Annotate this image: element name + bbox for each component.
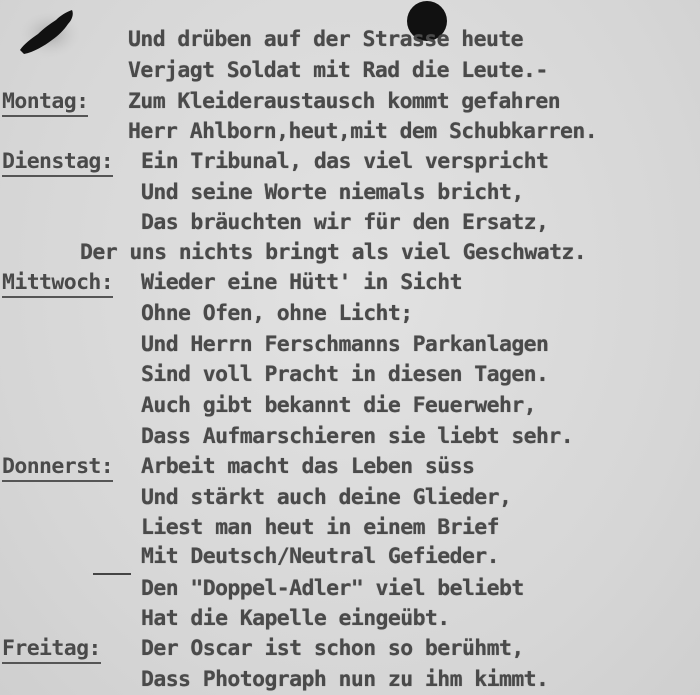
poem-line: Der Oscar ist schon so berühmt,: [141, 636, 524, 661]
poem-line: Das bräuchten wir für den Ersatz,: [141, 210, 549, 235]
poem-line: Ohne Ofen, ohne Licht;: [141, 301, 413, 326]
poem-line: Den "Doppel-Adler" viel beliebt: [141, 576, 524, 601]
poem-line: Dass Aufmarschieren sie liebt sehr.: [141, 424, 574, 449]
poem-line: Und Herrn Ferschmanns Parkanlagen: [141, 332, 549, 357]
poem-line: Hat die Kapelle eingeübt.: [141, 606, 450, 631]
poem-line: Verjagt Soldat mit Rad die Leute.-: [128, 58, 548, 83]
ink-blot-icon: [14, 6, 82, 60]
poem-line: Und drüben auf der Strasse heute: [128, 27, 524, 52]
poem-line: Arbeit macht das Leben süss: [141, 454, 475, 479]
poem-line: Herr Ahlborn,heut,mit dem Schubkarren.: [128, 119, 598, 144]
day-label-donnerstag: Donnerst:: [2, 454, 113, 482]
day-label-montag: Montag:: [2, 89, 88, 117]
poem-line: Dass Photograph nun zu ihm kimmt.: [141, 667, 549, 692]
poem-line: Auch gibt bekannt die Feuerwehr,: [141, 393, 537, 418]
day-label-freitag: Freitag:: [2, 636, 101, 664]
poem-line: Sind voll Pracht in diesen Tagen.: [141, 362, 549, 387]
day-label-dienstag: Dienstag:: [2, 149, 113, 177]
poem-line: Und seine Worte niemals bricht,: [141, 180, 524, 205]
poem-line: Wieder eine Hütt' in Sicht: [141, 270, 462, 295]
poem-line: Liest man heut in einem Brief: [141, 515, 499, 540]
poem-line: Der uns nichts bringt als viel Geschwatz.: [80, 240, 587, 265]
poem-line: Mit Deutsch/Neutral Gefieder.: [141, 544, 499, 569]
day-label-mittwoch: Mittwoch:: [2, 270, 113, 298]
dash-mark: [93, 573, 131, 575]
poem-line: Und stärkt auch deine Glieder,: [141, 485, 512, 510]
poem-line: Ein Tribunal, das viel verspricht: [141, 149, 549, 174]
poem-line: Zum Kleideraustausch kommt gefahren: [128, 89, 561, 114]
